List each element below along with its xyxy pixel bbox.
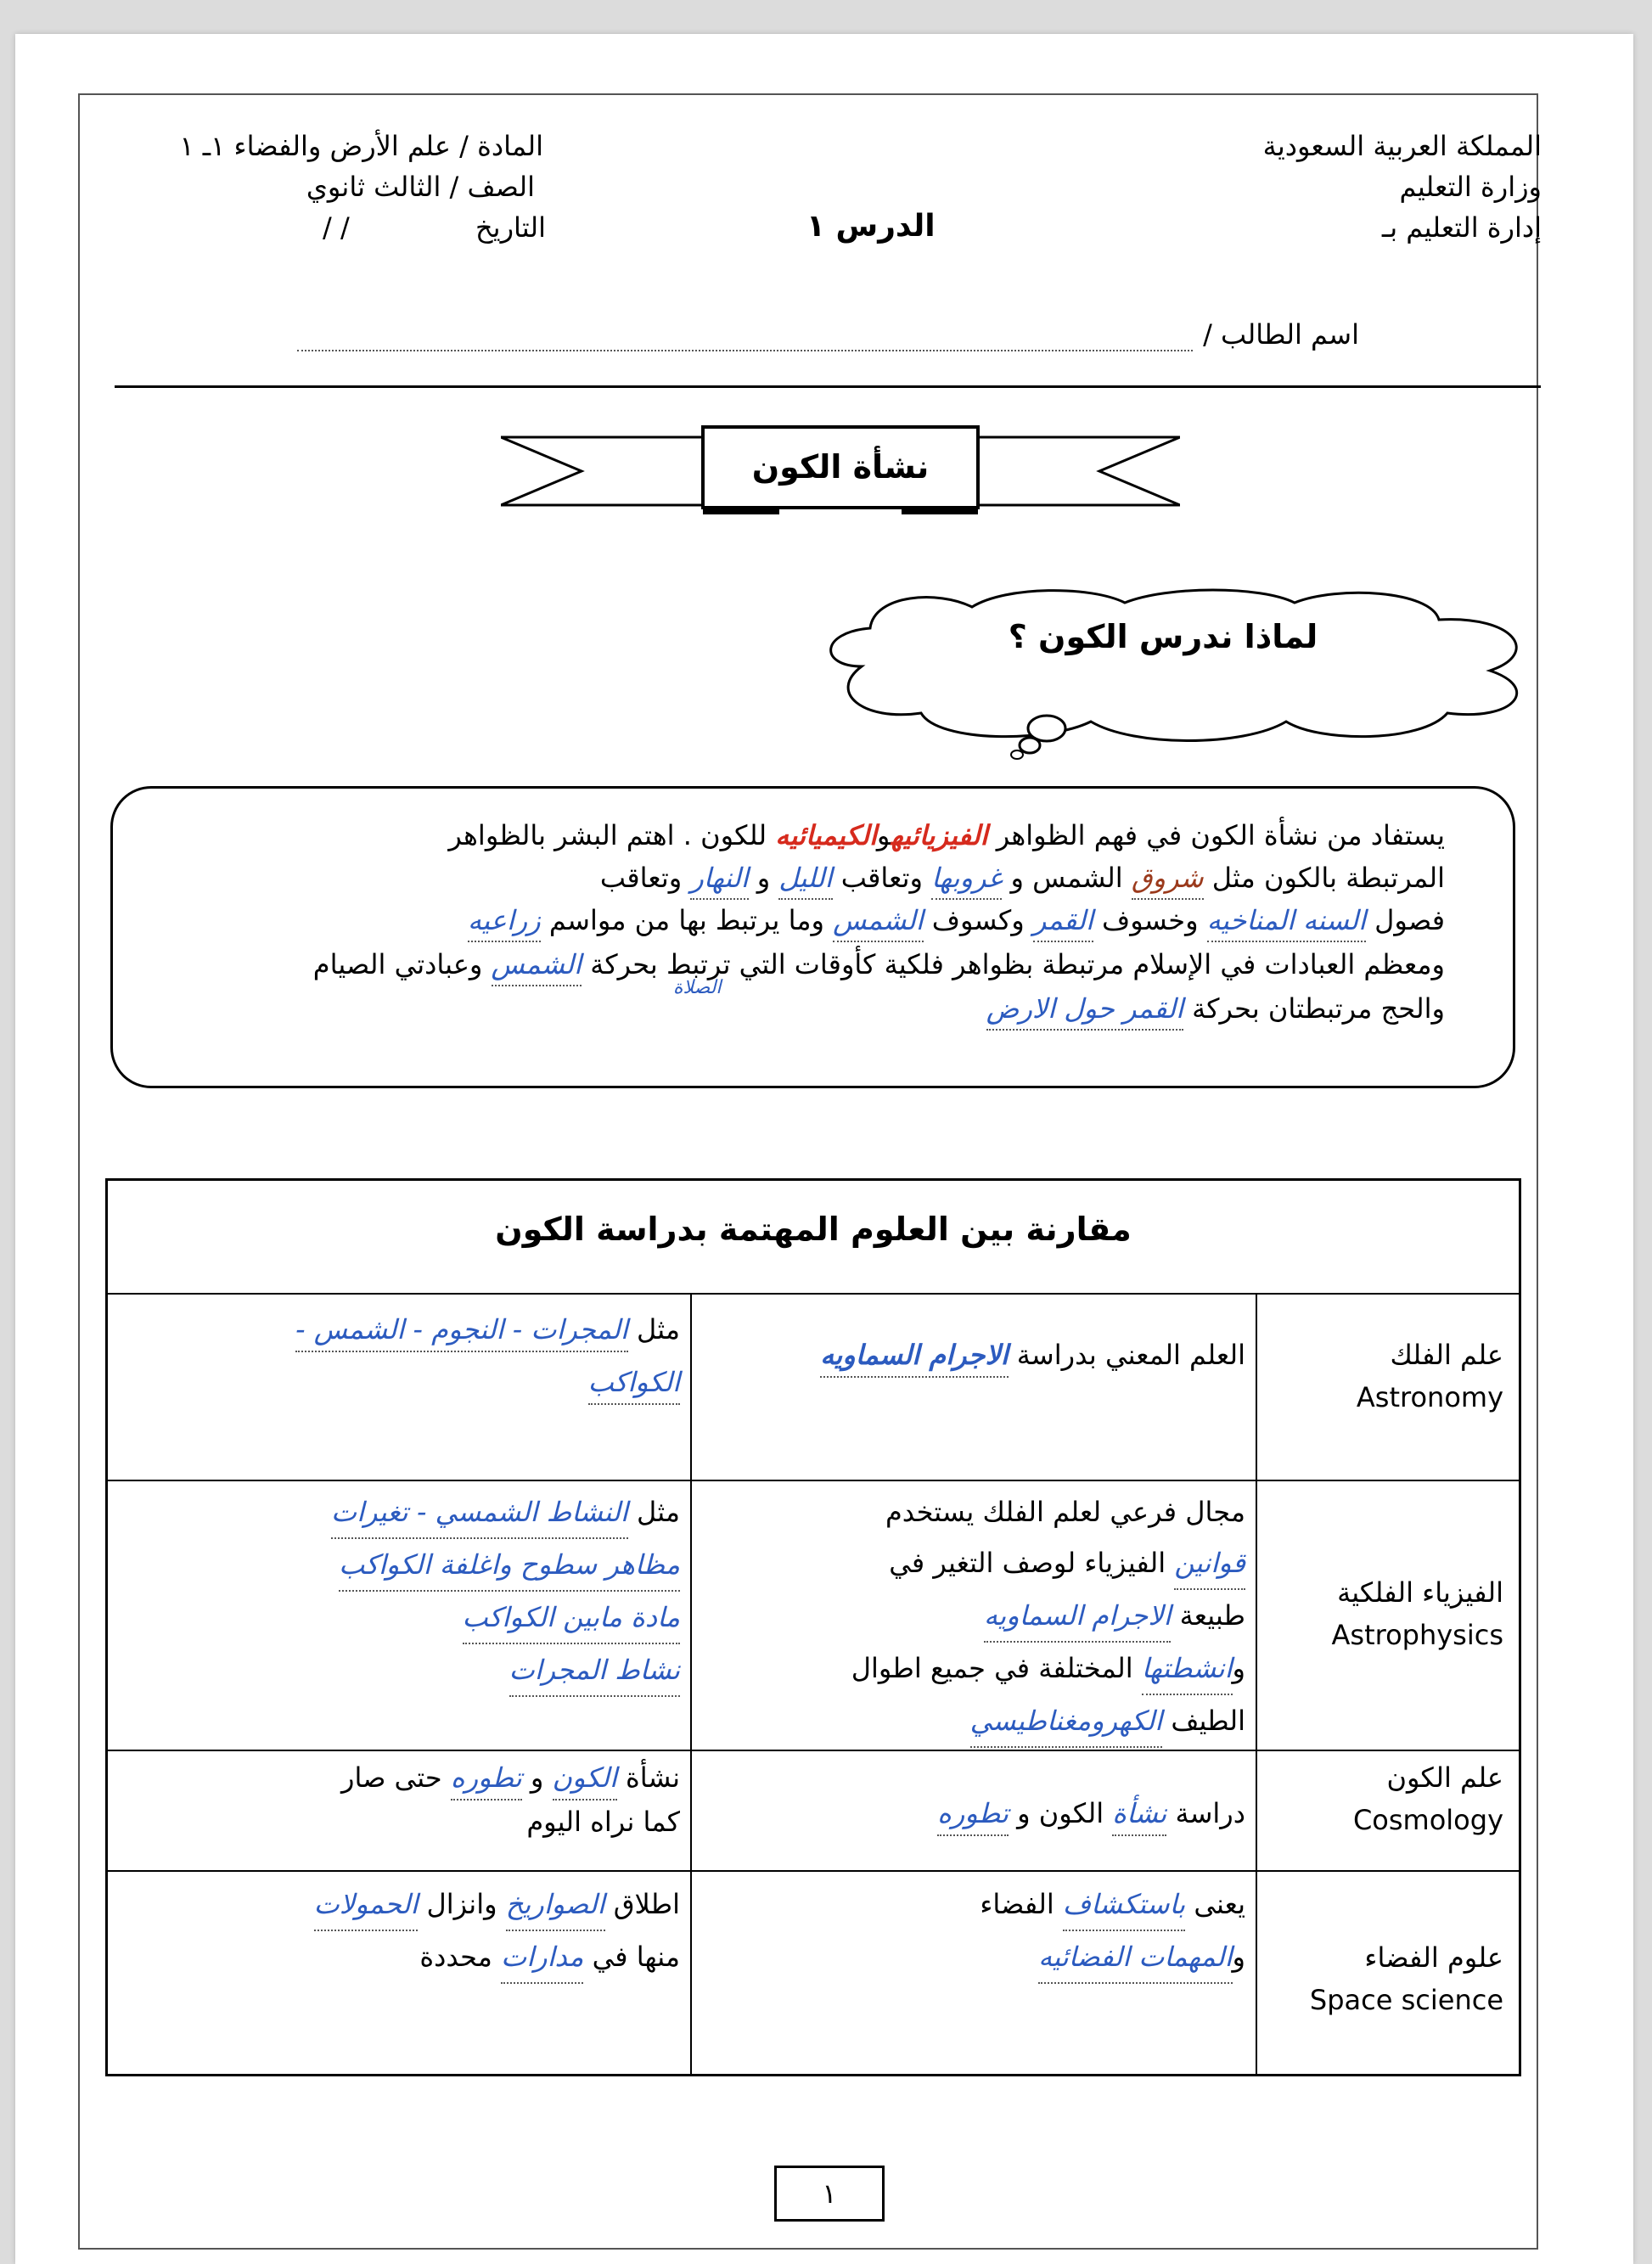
answer-development[interactable]: تطوره <box>451 1756 522 1801</box>
answer-celestial-bodies-2[interactable]: الاجرام السماويه <box>984 1590 1171 1643</box>
answer-sun[interactable]: الشمس <box>833 901 923 942</box>
answer-payloads[interactable]: الحمولات <box>314 1879 419 1931</box>
science-definition: يعنى باستكشاف الفضاء والمهمات الفضائيه <box>702 1879 1245 1984</box>
comparison-table <box>105 1178 1521 2076</box>
answer-physical[interactable]: الفيزيائيه <box>891 819 988 851</box>
paragraph-line-4: ومعظم العبادات في الإسلام مرتبطة بظواهر فلكية كأوقات التي ترتبط بحركة الشمس وعبادتي الصيام <box>121 945 1445 986</box>
answer-origin[interactable]: نشأة <box>1112 1792 1166 1836</box>
answer-galaxies[interactable]: المجرات - النجوم - الشمس - <box>295 1308 628 1352</box>
answer-interplanetary[interactable]: مادة مابين الكواكب <box>463 1592 680 1644</box>
date-label: التاريخ <box>475 211 547 244</box>
cloud-question: لماذا ندرس الكون ؟ <box>1008 618 1318 655</box>
grade-label: الصف / الثالث ثانوي <box>306 171 535 203</box>
paragraph-line-2: المرتبطة بالكون مثل شروق الشمس و غروبها وتعاقب الليل و النهار وتعاقب <box>121 858 1445 900</box>
answer-space-missions[interactable]: المهمات الفضائيه <box>1038 1931 1232 1984</box>
answer-chemical[interactable]: الكيميائيه <box>775 819 877 851</box>
prayer-note: الصلاة <box>673 977 722 998</box>
table-row <box>1266 1334 1503 1419</box>
answer-seasons[interactable]: السنه المناخيه <box>1207 901 1366 942</box>
ministry-label: وزارة التعليم <box>1399 171 1542 203</box>
answer-laws[interactable]: قوانين <box>1174 1537 1245 1590</box>
table-row <box>1266 1571 1503 1656</box>
science-examples: اطلاق الصواريخ وانزال الحمولات منها في مدارات محددة <box>120 1879 680 1984</box>
science-examples: مثل المجرات - النجوم - الشمس - الكواكب <box>120 1308 680 1405</box>
answer-day[interactable]: النهار <box>690 858 748 900</box>
answer-agricultural[interactable]: زراعيه <box>468 901 541 942</box>
answer-solar-activity[interactable]: النشاط الشمسي - تغيرات <box>331 1486 628 1539</box>
science-name-en: Astronomy <box>1356 1381 1503 1413</box>
answer-rockets[interactable]: الصواريخ <box>506 1879 605 1931</box>
answer-exploration[interactable]: باستكشاف <box>1063 1879 1185 1931</box>
answer-galaxy-activity[interactable]: نشاط المجرات <box>509 1644 680 1697</box>
science-name-ar: علم الفلك <box>1390 1339 1503 1371</box>
science-name-ar: علم الكون <box>1386 1761 1503 1794</box>
answer-sunset[interactable]: غروبها <box>931 858 1002 900</box>
science-definition: العلم المعني بدراسة الاجرام السماويه <box>702 1334 1245 1378</box>
answer-sun-movement[interactable]: الشمس <box>492 945 582 986</box>
paragraph-line-3: فصول السنه المناخيه وخسوف القمر وكسوف الشمس وما يرتبط بها من مواسم زراعيه <box>121 901 1445 942</box>
subject-label: المادة / علم الأرض والفضاء ١ـ ١ <box>179 130 543 162</box>
header-divider <box>115 385 1541 388</box>
science-examples: نشأة الكون و تطوره حتى صار كما نراه اليوم <box>120 1756 680 1843</box>
answer-activities[interactable]: انشطتها <box>1142 1643 1233 1695</box>
table-row <box>1266 1936 1503 2021</box>
paragraph-line-1: يستفاد من نشأة الكون في فهم الظواهر الفيزيائيهوالكيميائيه للكون . اهتم البشر بالظواهر <box>448 819 1445 851</box>
paragraph-line-5: والحج مرتبطتان بحركة القمر حول الارض <box>121 989 1445 1031</box>
answer-planet-surfaces[interactable]: مظاهر سطوح واغلفة الكواكب <box>339 1539 680 1592</box>
answer-moon-orbit[interactable]: القمر حول الارض <box>986 989 1183 1031</box>
answer-sunrise[interactable]: شروق <box>1132 858 1204 900</box>
table-title: مقارنة بين العلوم المهتمة بدراسة الكون <box>495 1211 1132 1248</box>
answer-evolution[interactable]: تطوره <box>937 1792 1009 1836</box>
answer-electromagnetic[interactable]: الكهرومغناطيسي <box>970 1695 1163 1748</box>
science-name-en: Astrophysics <box>1331 1619 1503 1651</box>
page-number: ١ <box>774 2166 885 2222</box>
answer-moon[interactable]: القمر <box>1033 901 1093 942</box>
directorate-label: إدارة التعليم بـ <box>1381 211 1542 244</box>
science-definition: دراسة نشأة الكون و تطوره <box>702 1792 1245 1836</box>
science-name-ar: علوم الفضاء <box>1364 1941 1503 1974</box>
student-name-field[interactable] <box>297 350 1193 351</box>
answer-planets[interactable]: الكواكب <box>588 1361 680 1405</box>
kingdom-label: المملكة العربية السعودية <box>1262 130 1542 162</box>
intro-paragraph-box <box>110 786 1515 1088</box>
science-definition: مجال فرعي لعلم الفلك يستخدم قوانين الفيزياء لوصف التغير في طبيعة الاجرام السماويه وانشطتها المختلفة في جميع اطوال الطيف الكهرومغناطيسي <box>702 1486 1245 1748</box>
answer-orbits[interactable]: مدارات <box>501 1931 583 1984</box>
science-name-ar: الفيزياء الفلكية <box>1337 1576 1503 1609</box>
student-name-label: اسم الطالب / <box>1203 318 1359 351</box>
lesson-title: الدرس ١ <box>806 209 936 244</box>
answer-universe[interactable]: الكون <box>553 1756 617 1801</box>
science-name-en: Cosmology <box>1352 1804 1503 1836</box>
science-name-en: Space science <box>1309 1984 1503 2016</box>
science-examples: مثل النشاط الشمسي - تغيرات مظاهر سطوح واغلفة الكواكب مادة مابين الكواكب نشاط المجرات <box>120 1486 680 1697</box>
banner-title: نشأة الكون <box>751 448 930 486</box>
answer-night[interactable]: الليل <box>778 858 832 900</box>
thought-cloud <box>811 586 1545 760</box>
date-field[interactable]: / / <box>323 211 350 244</box>
table-row <box>1266 1756 1503 1841</box>
answer-celestial-bodies[interactable]: الاجرام السماويه <box>820 1334 1008 1378</box>
